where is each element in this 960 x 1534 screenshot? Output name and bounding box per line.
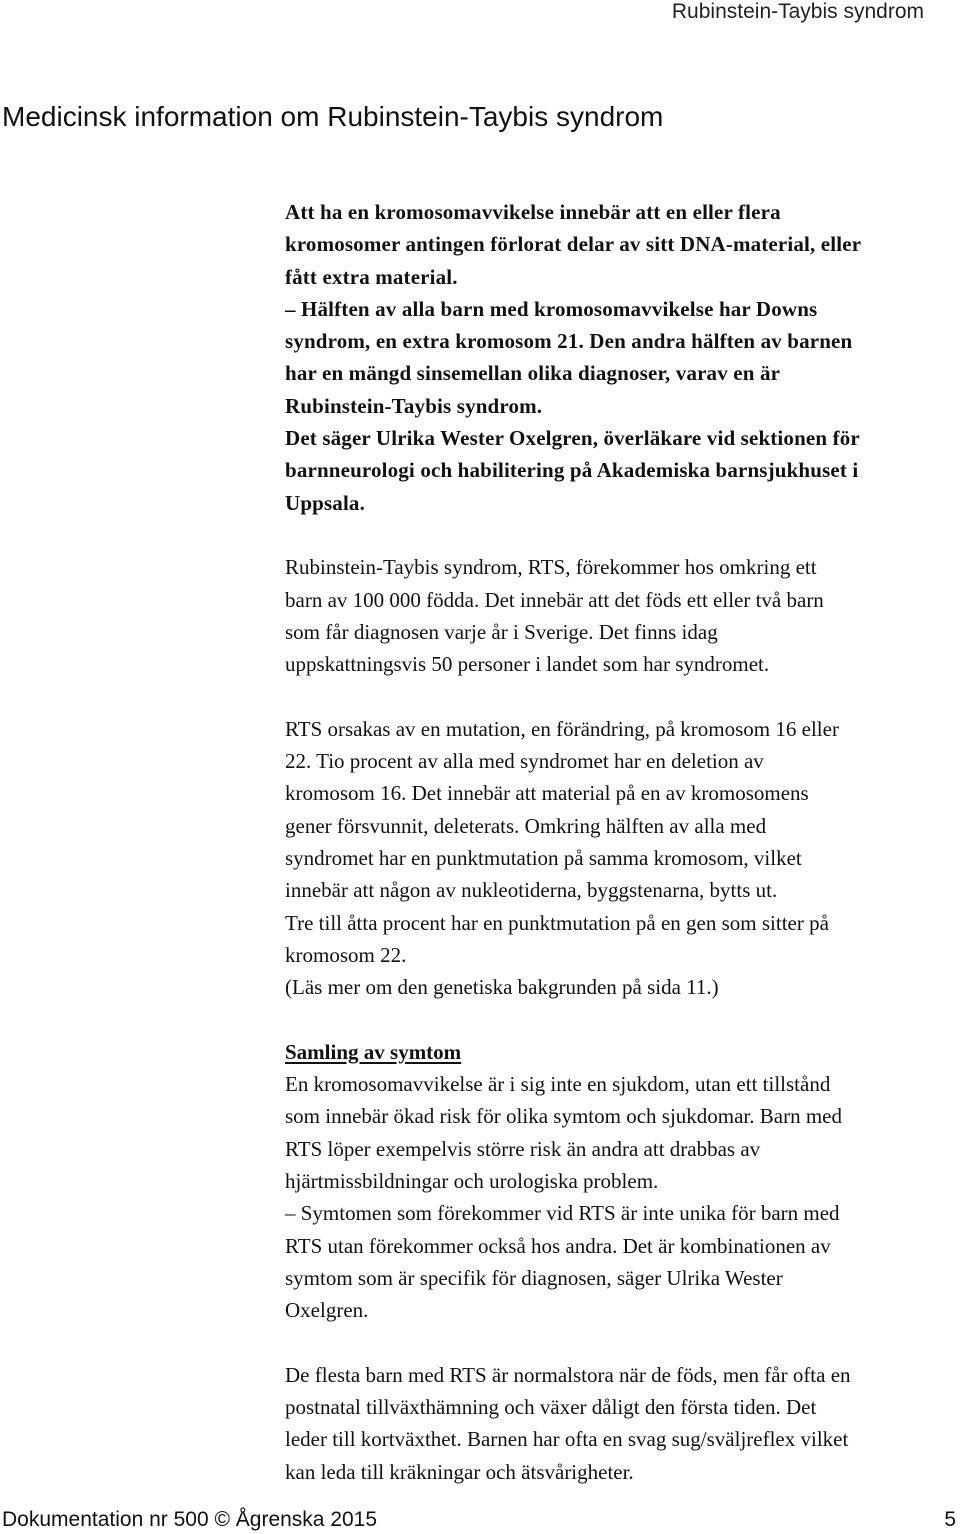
text-line: leder till kortväxthet. Barnen har ofta en svag sug/sväljreflex vilket — [285, 1427, 849, 1452]
lead-line: syndrom, en extra kromosom 21. Den andra hälften av barnen — [285, 329, 853, 354]
text-line: kan leda till kräkningar och ätsvårigheter. — [285, 1459, 634, 1484]
text-line: RTS utan förekommer också hos andra. Det är kombinationen av — [285, 1233, 831, 1258]
text-line: – Symtomen som förekommer vid RTS är inte unika för barn med — [285, 1201, 840, 1226]
text-line: uppskattningsvis 50 personer i landet som har syndromet. — [285, 652, 770, 677]
lead-line: barnneurologi och habilitering på Akademiska barnsjukhuset i — [285, 458, 859, 483]
text-line: kromosom 16. Det innebär att material på en av kromosomens — [285, 781, 809, 806]
text-line: (Läs mer om den genetiska bakgrunden på sida 11.) — [285, 975, 719, 1000]
text-line: barn av 100 000 födda. Det innebär att det föds ett eller två barn — [285, 587, 824, 612]
lead-line: Rubinstein-Taybis syndrom. — [285, 393, 543, 418]
text-line: gener försvunnit, deleterats. Omkring hälften av alla med — [285, 813, 767, 838]
text-line: innebär att någon av nukleotiderna, byggstenarna, bytts ut. — [285, 878, 778, 903]
cause-paragraph — [285, 713, 945, 1004]
lead-line: fått extra material. — [285, 264, 458, 289]
lead-line: Att ha en kromosomavvikelse innebär att en eller flera — [285, 200, 781, 224]
text-line: som innebär ökad risk för olika symtom och sjukdomar. Barn med — [285, 1104, 842, 1129]
growth-paragraph — [285, 1359, 945, 1488]
text-line: Rubinstein-Taybis syndrom, RTS, förekommer hos omkring ett — [285, 555, 817, 580]
text-line: RTS löper exempelvis större risk än andra att drabbas av — [285, 1136, 761, 1161]
lead-line: Uppsala. — [285, 490, 365, 515]
section-heading: Samling av symtom — [285, 1039, 462, 1064]
text-line: hjärtmissbildningar och urologiska problem. — [285, 1168, 659, 1193]
running-header: Rubinstein-Taybis syndrom — [671, 0, 924, 23]
text-line: som får diagnosen varje år i Sverige. Det finns idag — [285, 619, 718, 644]
text-line: symtom som är specifik för diagnosen, säger Ulrika Wester — [285, 1265, 783, 1290]
text-line: Oxelgren. — [285, 1298, 369, 1323]
article-body — [285, 196, 945, 1488]
lead-line: har en mängd sinsemellan olika diagnoser, varav en är — [285, 361, 781, 386]
text-line: syndromet har en punktmutation på samma kromosom, vilket — [285, 845, 802, 870]
prevalence-paragraph — [285, 551, 945, 680]
lead-line: – Hälften av alla barn med kromosomavvikelse har Downs — [285, 296, 818, 321]
lead-paragraph — [285, 196, 945, 519]
text-line: 22. Tio procent av alla med syndromet har en deletion av — [285, 749, 764, 774]
lead-line: Det säger Ulrika Wester Oxelgren, överläkare vid sektionen för — [285, 426, 860, 451]
lead-line: kromosomer antingen förlorat delar av sitt DNA-material, eller — [285, 232, 862, 257]
text-line: kromosom 22. — [285, 942, 407, 967]
page-footer — [0, 1506, 960, 1534]
footer-publication: Dokumentation nr 500 © Ågrenska 2015 — [2, 1508, 378, 1531]
text-line: Tre till åtta procent har en punktmutation på en gen som sitter på — [285, 910, 829, 935]
symptoms-section — [285, 1036, 945, 1327]
text-line: De flesta barn med RTS är normalstora när de föds, men får ofta en — [285, 1362, 851, 1387]
page-title: Medicinsk information om Rubinstein-Taybis syndrom — [2, 101, 664, 132]
text-line: En kromosomavvikelse är i sig inte en sjukdom, utan ett tillstånd — [285, 1072, 831, 1097]
page-number: 5 — [944, 1508, 956, 1531]
text-line: postnatal tillväxthämning och växer dåligt den första tiden. Det — [285, 1394, 817, 1419]
text-line: RTS orsakas av en mutation, en förändring, på kromosom 16 eller — [285, 716, 839, 741]
